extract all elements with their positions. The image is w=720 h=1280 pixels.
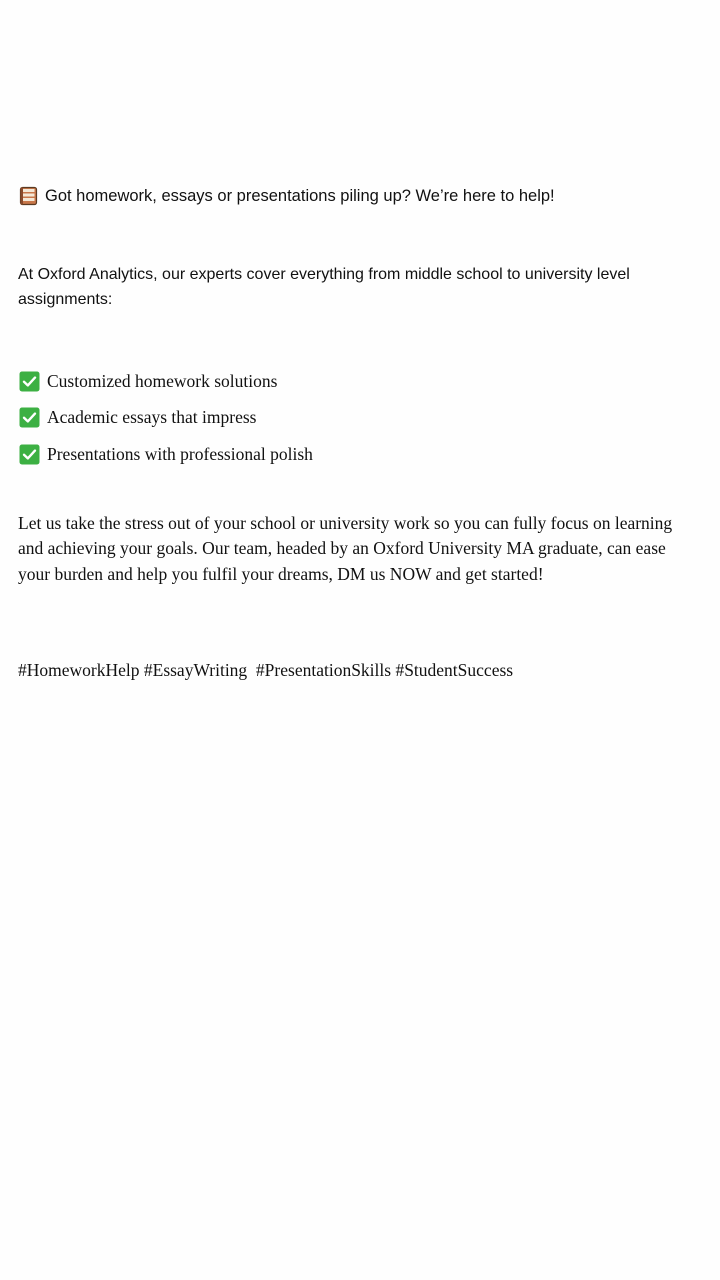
intro-paragraph: At Oxford Analytics, our experts cover everything from middle school to university level assignments: [18,266,630,308]
body-paragraph: Let us take the stress out of your school or university work so you can fully focus on learning and achieving your goals. Our team, headed by an Oxford University MA graduate, can ease your burden and help you fulfil your dreams, DM us NOW and get started! [18,513,673,584]
hashtags: #HomeworkHelp #EssayWriting #PresentationSkills #StudentSuccess [18,660,514,680]
book-icon [19,186,38,206]
check-mark-button-icon [19,444,40,465]
feature-label: Presentations with professional polish [47,443,313,464]
headline-text: Got homework, essays or presentations piling up? We’re here to help! [45,186,555,205]
list-item [19,400,313,437]
feature-list [19,363,313,473]
headline [19,186,555,206]
list-item [19,436,313,473]
check-mark-button-icon [19,407,40,428]
feature-label: Academic essays that impress [47,407,257,428]
check-mark-button-icon [19,371,40,392]
list-item [19,363,313,400]
feature-label: Customized homework solutions [47,370,278,391]
